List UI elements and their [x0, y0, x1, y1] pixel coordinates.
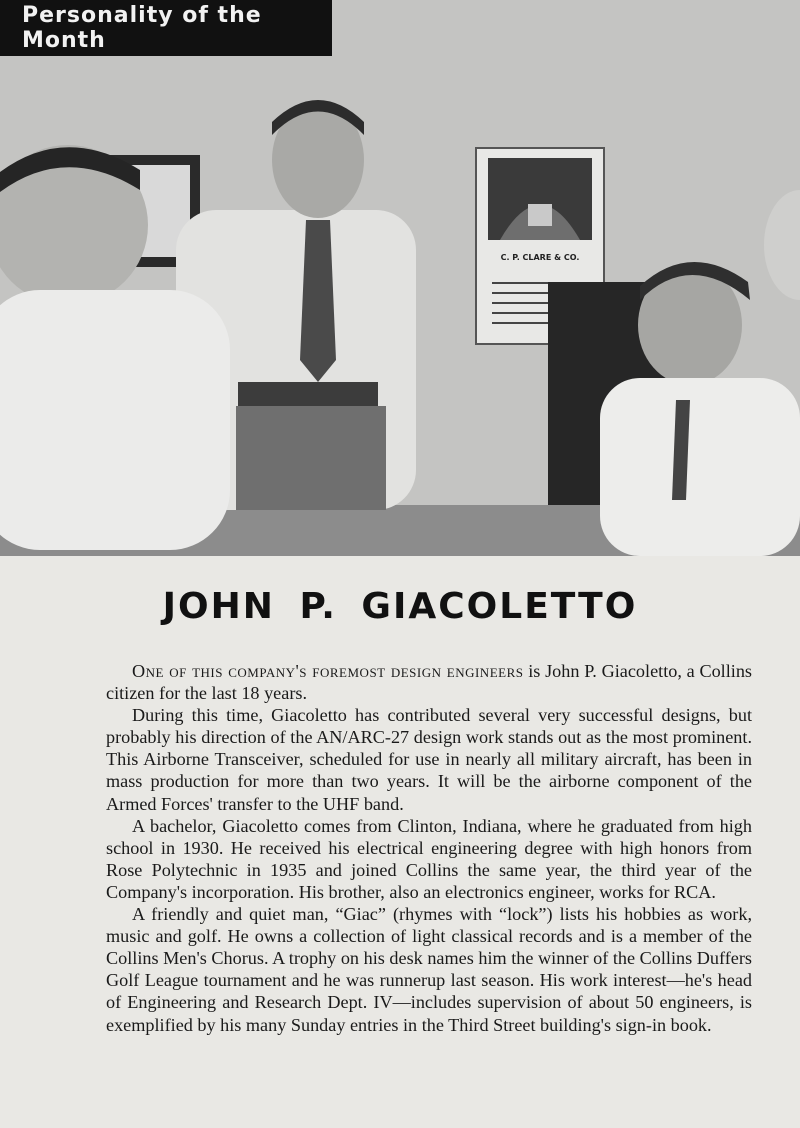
article-paragraph-4: A friendly and quiet man, “Giac” (rhymes with “lock”) lists his hobbies as work, music and golf. He owns a collection of light classical records and is a member of the Collins Men's Chorus. A trophy on his desk names him the winner of the Collins Duffers Golf League tournament and he was runnerup last season. His work interest—he's head of Engineering and Research Dept. IV—includes supervision of about 50 engineers, is exemplified by his many Sunday entries in the Third Street building's sign-in book. — [106, 904, 752, 1035]
page-title: JOHN P. GIACOLETTO — [162, 586, 638, 627]
article-paragraph-1-rest: is John P. Giacoletto, a Collins citizen for the last 18 years. — [106, 661, 752, 704]
header-photo — [0, 0, 800, 556]
article-lead-in: One of this company's foremost design engineers — [132, 661, 524, 681]
section-banner: Personality of the Month — [0, 0, 332, 56]
photo-illustration — [0, 0, 800, 556]
article-body — [106, 660, 752, 1036]
article-paragraph-2: During this time, Giacoletto has contributed several very successful designs, but probably his direction of the AN/ARC-27 design work stands out as the most prominent. This Airborne Transceiver, scheduled for use in nearly all military aircraft, has been in mass production for more than two years. It will be the airborne component of the Armed Forces' transfer to the UHF band. — [106, 705, 752, 814]
calendar-header: C. P. CLARE & CO. — [500, 253, 580, 262]
article-paragraph-3: A bachelor, Giacoletto comes from Clinton, Indiana, where he graduated from high school in 1930. He received his electrical engineering degree with high honors from Rose Polytechnic in 1935 and joined Collins the same year, the third year of the Company's incorporation. His brother, also an electronics engineer, works for RCA. — [106, 815, 752, 902]
article-paragraph-1 — [106, 660, 752, 704]
